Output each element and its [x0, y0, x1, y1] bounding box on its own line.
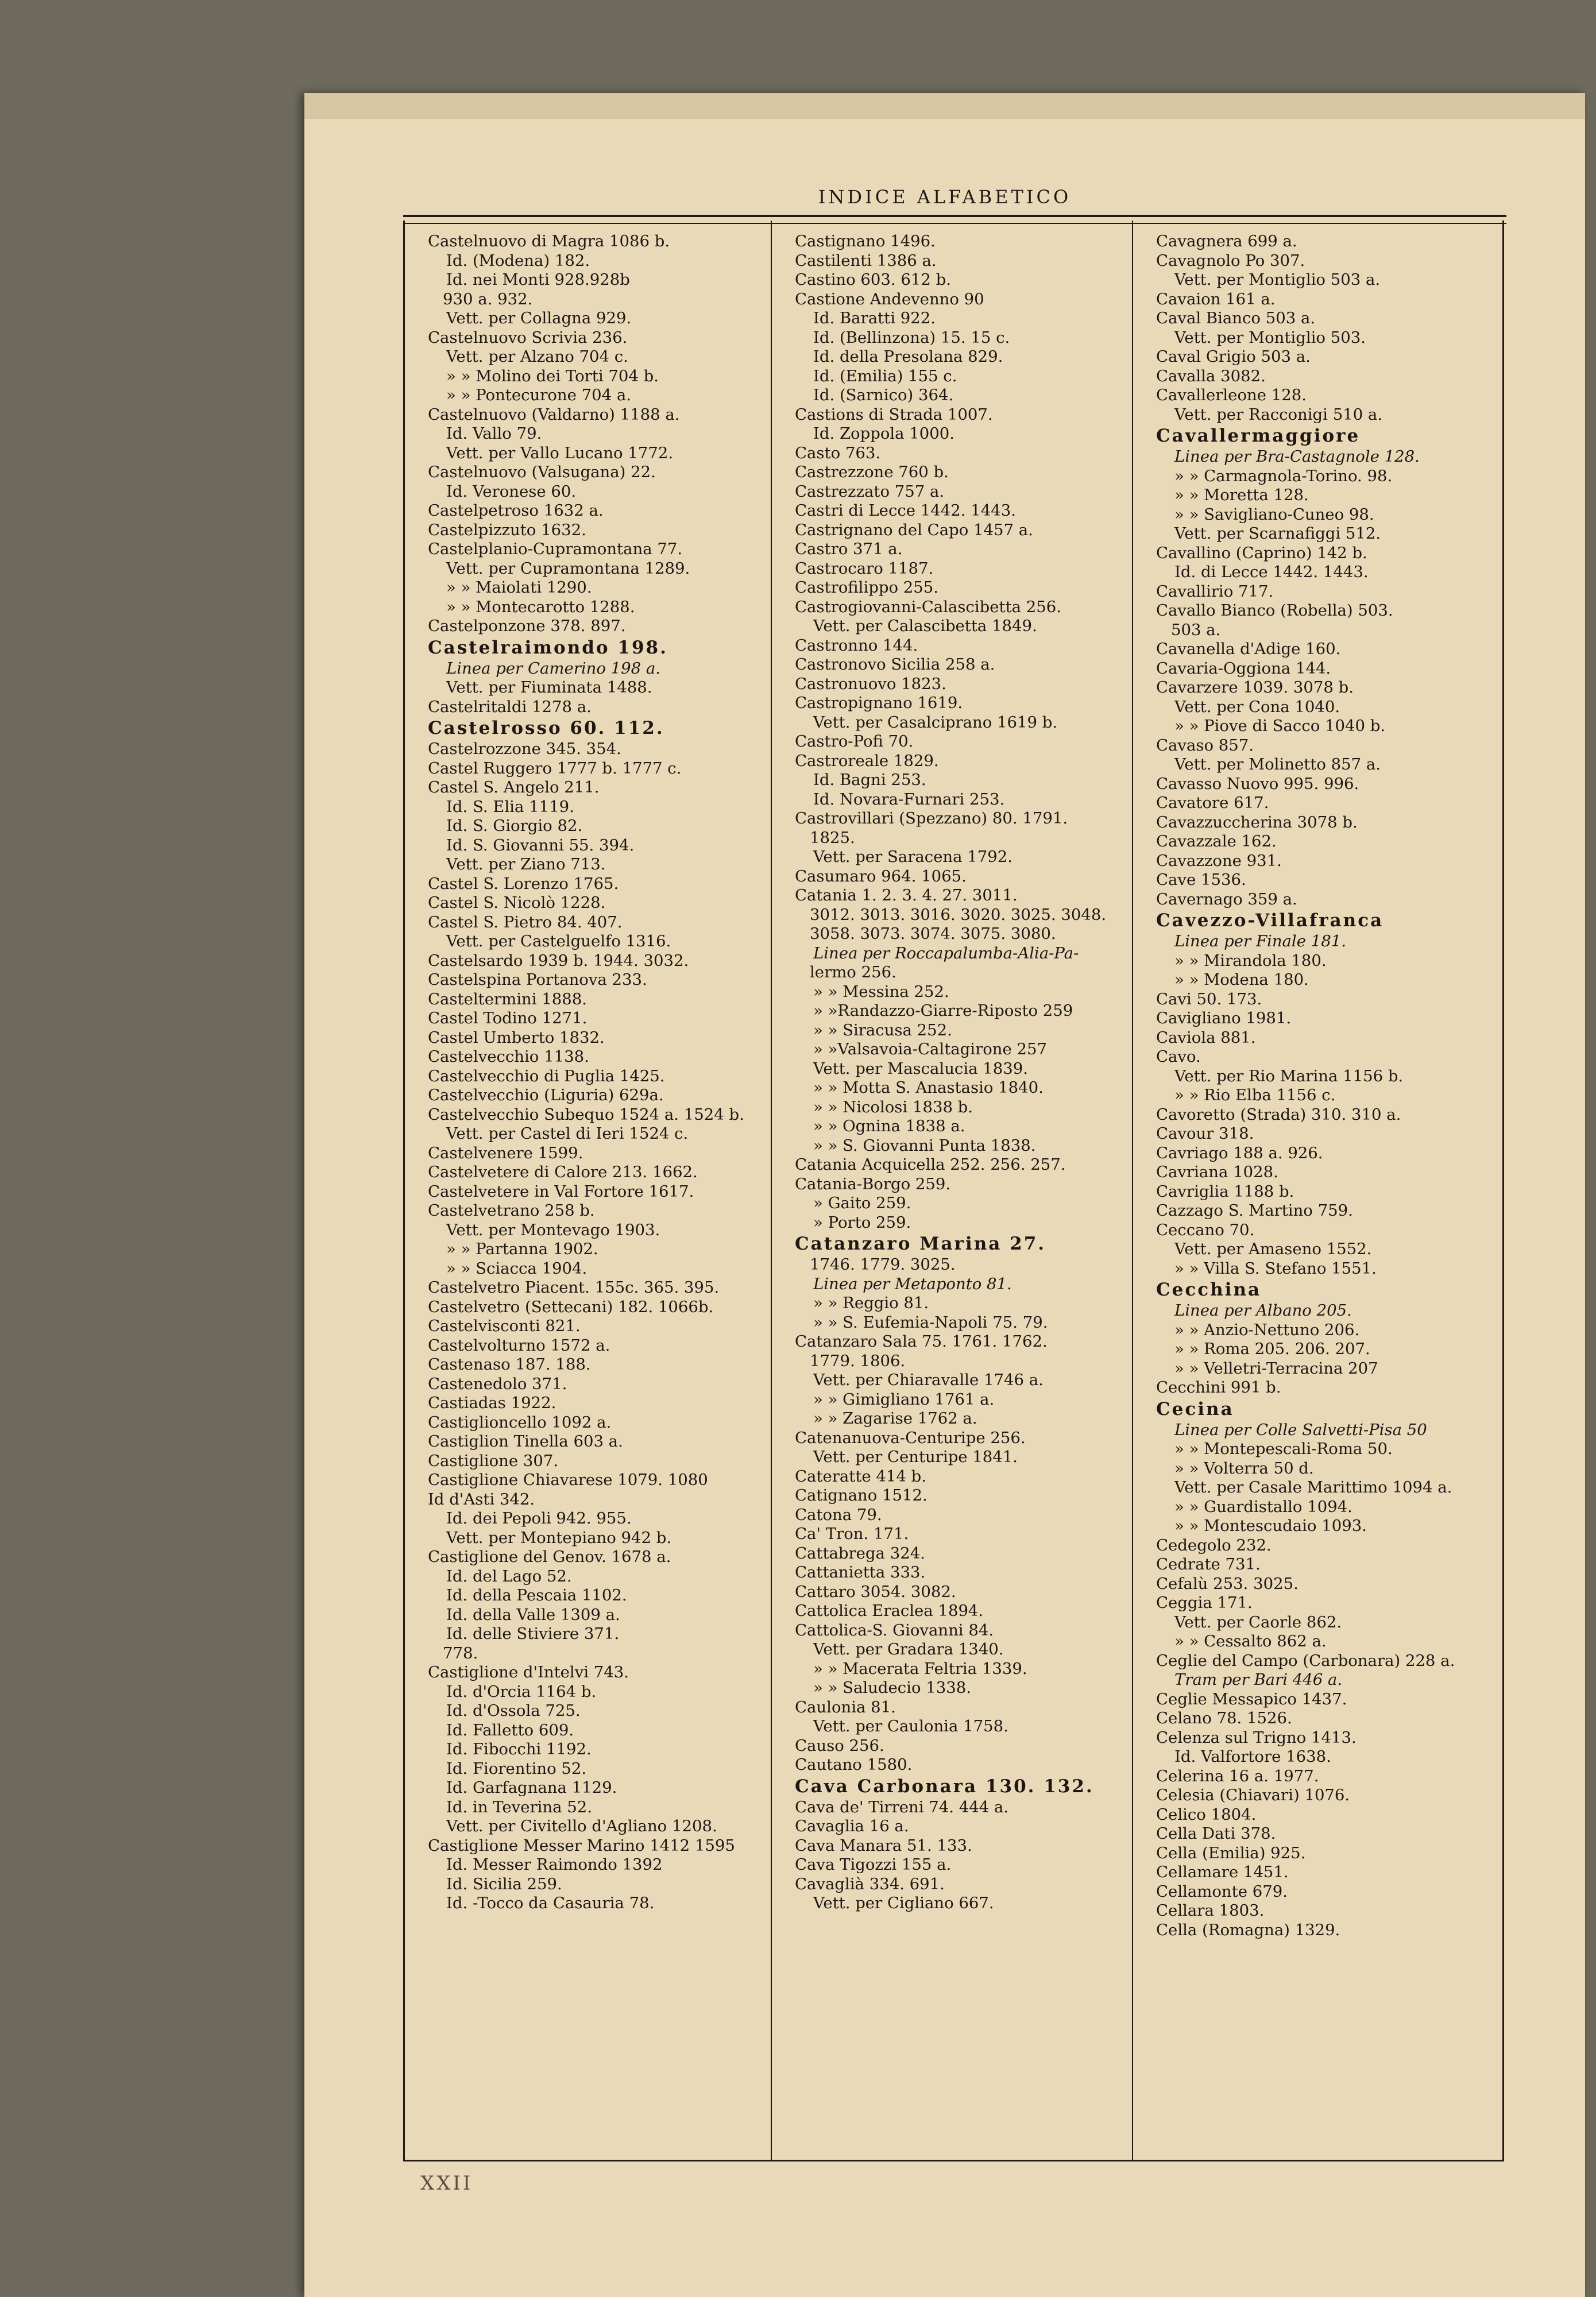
index-entry: Cazzago S. Martino 759.: [1156, 1201, 1353, 1220]
index-entry: Vett. per Ziano 713.: [446, 855, 606, 873]
index-entry: Tram per Bari 446 a.: [1174, 1670, 1343, 1689]
index-entry: Caval Bianco 503 a.: [1156, 309, 1316, 327]
index-entry: Vett. per Cupramontana 1289.: [446, 559, 690, 578]
index-entry: Castelvetere in Val Fortore 1617.: [428, 1182, 694, 1201]
index-entry: Castelvetro Piacent. 155c. 365. 395.: [428, 1278, 720, 1297]
index-entry: Castel Todino 1271.: [428, 1009, 588, 1027]
index-entry: Castelrozzone 345. 354.: [428, 740, 621, 758]
index-entry: Celano 78. 1526.: [1156, 1709, 1292, 1727]
index-entry: Vett. per Montevago 1903.: [446, 1220, 660, 1239]
index-entry: Celesia (Chiavari) 1076.: [1156, 1786, 1350, 1804]
index-entry: Id. Sicilia 259.: [446, 1874, 562, 1893]
index-entry: Castrovillari (Spezzano) 80. 1791.: [795, 809, 1068, 827]
index-entry: Castelpizzuto 1632.: [428, 520, 586, 539]
index-entry: Vett. per Vallo Lucano 1772.: [446, 443, 674, 462]
index-entry: » » Carmagnola-Torino. 98.: [1174, 466, 1393, 485]
index-entry: Castiglione Chiavarese 1079. 1080: [428, 1471, 708, 1489]
index-entry: Cavallo Bianco (Robella) 503.: [1156, 601, 1393, 620]
index-entry: » » Modena 180.: [1174, 970, 1309, 989]
index-entry: Castropignano 1619.: [795, 694, 963, 712]
index-entry: Castelritaldi 1278 a.: [428, 697, 592, 716]
index-entry: » » Siracusa 252.: [813, 1020, 952, 1039]
index-frame: [403, 221, 1504, 2161]
index-entry: » » Sciacca 1904.: [446, 1259, 588, 1278]
index-entry: Castro 371 a.: [795, 540, 903, 558]
index-entry: Id. (Bellinzona) 15. 15 c.: [813, 328, 1010, 347]
index-entry: Id. (Emilia) 155 c.: [813, 366, 957, 385]
index-entry: Catenanuova-Centuripe 256.: [795, 1428, 1026, 1447]
index-entry: » » Guardistallo 1094.: [1174, 1497, 1352, 1516]
index-entry: Id d'Asti 342.: [428, 1490, 535, 1509]
index-entry: Cavaion 161 a.: [1156, 289, 1276, 308]
index-entry: Castel S. Angelo 211.: [428, 778, 600, 796]
index-entry: Cave 1536.: [1156, 871, 1246, 889]
index-entry: Id. in Teverina 52.: [446, 1797, 593, 1816]
index-entry: » » Roma 205. 206. 207.: [1174, 1340, 1370, 1358]
index-entry: Castione Andevenno 90: [795, 289, 984, 308]
index-entry: » » Moretta 128.: [1174, 486, 1309, 504]
index-entry: Castelrosso 60. 112.: [428, 718, 664, 738]
index-entry: » » S. Eufemia-Napoli 75. 79.: [813, 1313, 1048, 1332]
index-entry: Linea per Colle Salvetti-Pisa 50: [1174, 1420, 1427, 1439]
index-entry: Id. delle Stiviere 371.: [446, 1625, 620, 1643]
index-entry: Castelvetro (Settecani) 182. 1066b.: [428, 1297, 714, 1316]
index-entry: Cattabrega 324.: [795, 1544, 925, 1563]
index-entry: Id. della Pescaia 1102.: [446, 1586, 627, 1604]
index-entry: Castelvenere 1599.: [428, 1143, 583, 1162]
index-entry: Cavour 318.: [1156, 1124, 1254, 1143]
index-entry: Catona 79.: [795, 1505, 882, 1524]
index-entry: Castelnuovo (Valdarno) 1188 a.: [428, 405, 680, 424]
index-entry: Casteltermini 1888.: [428, 989, 587, 1008]
index-entry: Castenedolo 371.: [428, 1374, 567, 1393]
index-entry: Cavarzere 1039. 3078 b.: [1156, 678, 1354, 697]
index-entry: Castelplanio-Cupramontana 77.: [428, 540, 683, 558]
index-entry: Cavi 50. 173.: [1156, 989, 1262, 1008]
index-entry: Castrezzone 760 b.: [795, 463, 949, 481]
index-entry: lermo 256.: [810, 963, 896, 981]
index-entry: Cavazzuccherina 3078 b.: [1156, 813, 1358, 832]
index-entry: Id. Falletto 609.: [446, 1720, 574, 1739]
index-entry: 3058. 3073. 3074. 3075. 3080.: [810, 925, 1056, 943]
index-entry: Castelpetroso 1632 a.: [428, 501, 604, 520]
index-entry: Id. Garfagnana 1129.: [446, 1778, 617, 1797]
index-entry: » Gaito 259.: [813, 1194, 911, 1212]
index-entry: Linea per Camerino 198 a.: [446, 659, 661, 678]
index-entry: » » Zagarise 1762 a.: [813, 1409, 977, 1428]
index-entry: Id. Novara-Furnari 253.: [813, 790, 1005, 809]
index-entry: Castronuovo 1823.: [795, 674, 946, 693]
index-entry: Cavaglià 334. 691.: [795, 1874, 945, 1893]
index-entry: » » Pontecurone 704 a.: [446, 386, 632, 404]
index-entry: Vett. per Cigliano 667.: [813, 1894, 994, 1912]
index-entry: 1746. 1779. 3025.: [810, 1255, 956, 1274]
page-top-edge: [304, 93, 1585, 119]
index-entry: Cattolica Eraclea 1894.: [795, 1602, 984, 1620]
index-entry: 503 a.: [1171, 620, 1221, 639]
index-entry: Castrignano del Capo 1457 a.: [795, 520, 1033, 539]
index-entry: Catignano 1512.: [795, 1486, 928, 1505]
index-entry: » »Randazzo-Giarre-Riposto 259: [813, 1001, 1073, 1020]
index-entry: Cavriana 1028.: [1156, 1163, 1278, 1181]
index-entry: Cautano 1580.: [795, 1755, 913, 1774]
index-column-2: [771, 221, 1132, 2160]
index-entry: Vett. per Saracena 1792.: [813, 848, 1013, 866]
index-entry: Vett. per Rio Marina 1156 b.: [1174, 1066, 1404, 1085]
index-entry: Castri di Lecce 1442. 1443.: [795, 501, 1016, 520]
index-entry: Celenza sul Trigno 1413.: [1156, 1728, 1357, 1747]
index-entry: Cefalù 253. 3025.: [1156, 1574, 1299, 1593]
index-entry: Id. Veronese 60.: [446, 482, 577, 501]
index-entry: » » Molino dei Torti 704 b.: [446, 366, 659, 385]
index-entry: Vett. per Casalciprano 1619 b.: [813, 713, 1058, 732]
index-entry: Cava Tigozzi 155 a.: [795, 1855, 952, 1874]
index-entry: Vett. per Castel di Ieri 1524 c.: [446, 1124, 689, 1143]
index-entry: Cavazzale 162.: [1156, 832, 1277, 850]
index-entry: » » Anzio-Nettuno 206.: [1174, 1320, 1360, 1339]
index-entry: Cavagnera 699 a.: [1156, 232, 1297, 250]
index-entry: Linea per Bra-Castagnole 128.: [1174, 447, 1420, 466]
index-entry: Cella Dati 378.: [1156, 1824, 1276, 1843]
index-entry: Id. della Valle 1309 a.: [446, 1605, 620, 1624]
index-entry: Castiglione d'Intelvi 743.: [428, 1663, 629, 1681]
index-entry: » » Volterra 50 d.: [1174, 1459, 1314, 1478]
index-entry: » » Gimigliano 1761 a.: [813, 1390, 995, 1409]
index-entry: Celerina 16 a. 1977.: [1156, 1766, 1319, 1785]
index-entry: Cavallirio 717.: [1156, 582, 1274, 601]
index-entry: Cavallino (Caprino) 142 b.: [1156, 543, 1367, 562]
index-entry: Castelvisconti 821.: [428, 1317, 581, 1335]
index-entry: Cavazzone 931.: [1156, 851, 1282, 870]
index-entry: Castelvecchio (Liguria) 629a.: [428, 1086, 664, 1104]
index-entry: Vett. per Amaseno 1552.: [1174, 1240, 1372, 1258]
index-column-3: [1132, 221, 1504, 2160]
index-entry: 930 a. 932.: [443, 289, 533, 308]
index-entry: Cavernago 359 a.: [1156, 890, 1297, 908]
index-entry: » » Nicolosi 1838 b.: [813, 1097, 973, 1116]
index-entry: Id. (Modena) 182.: [446, 251, 590, 270]
index-entry: Castiglion Tinella 603 a.: [428, 1432, 623, 1451]
index-entry: Vett. per Racconigi 510 a.: [1174, 405, 1383, 424]
index-entry: Castelvecchio Subequo 1524 a. 1524 b.: [428, 1105, 744, 1124]
index-entry: Castel S. Nicolò 1228.: [428, 894, 606, 912]
index-entry: » » Macerata Feltria 1339.: [813, 1659, 1027, 1678]
index-entry: Cavoretto (Strada) 310. 310 a.: [1156, 1105, 1401, 1124]
index-entry: Castroreale 1829.: [795, 751, 939, 770]
index-entry: 778.: [443, 1644, 478, 1662]
index-entry: Cellamare 1451.: [1156, 1863, 1289, 1881]
index-entry: Cavaso 857.: [1156, 736, 1254, 755]
index-entry: » » Saludecio 1338.: [813, 1679, 971, 1697]
index-entry: Cavaglia 16 a.: [795, 1817, 909, 1835]
index-entry: Catanzaro Sala 75. 1761. 1762.: [795, 1332, 1048, 1351]
index-entry: Vett. per Montiglio 503.: [1174, 328, 1366, 347]
index-entry: Cecina: [1156, 1398, 1234, 1420]
index-entry: Castrocaro 1187.: [795, 559, 934, 578]
index-entry: Cellamonte 679.: [1156, 1882, 1288, 1901]
index-entry: Castel S. Pietro 84. 407.: [428, 912, 623, 931]
index-entry: Linea per Albano 205.: [1174, 1301, 1352, 1320]
index-entry: Cavriago 188 a. 926.: [1156, 1143, 1323, 1162]
index-entry: Ceggia 171.: [1156, 1594, 1253, 1612]
index-entry: Castel Umberto 1832.: [428, 1028, 605, 1047]
index-entry: Castelraimondo 198.: [428, 637, 668, 658]
index-entry: Ceglie del Campo (Carbonara) 228 a.: [1156, 1651, 1455, 1670]
index-entry: Id. nei Monti 928.928b: [446, 270, 630, 289]
index-entry: 3012. 3013. 3016. 3020. 3025. 3048.: [810, 905, 1107, 924]
index-entry: Cateratte 414 b.: [795, 1467, 926, 1486]
index-entry: » » Ognina 1838 a.: [813, 1117, 965, 1135]
index-entry: Castelponzone 378. 897.: [428, 617, 626, 635]
index-entry: Vett. per Scarnafiggi 512.: [1174, 524, 1381, 543]
index-entry: Castelnuovo Scrivia 236.: [428, 328, 628, 347]
index-entry: Cavalla 3082.: [1156, 366, 1266, 385]
index-entry: Catania-Borgo 259.: [795, 1174, 951, 1193]
index-entry: Vett. per Cona 1040.: [1174, 697, 1340, 716]
index-entry: Vett. per Centuripe 1841.: [813, 1448, 1018, 1466]
index-entry: » » Villa S. Stefano 1551.: [1174, 1259, 1377, 1278]
index-entry: » » Montecarotto 1288.: [446, 597, 635, 616]
scanned-page: [304, 93, 1585, 2297]
index-entry: Castrezzato 757 a.: [795, 482, 945, 501]
index-entry: Cattolica-S. Giovanni 84.: [795, 1621, 994, 1639]
index-entry: Ceccano 70.: [1156, 1220, 1255, 1239]
index-entry: Id. della Presolana 829.: [813, 347, 1003, 366]
index-entry: Id. d'Ossola 725.: [446, 1702, 581, 1720]
index-entry: Cavaria-Oggiona 144.: [1156, 659, 1331, 678]
index-entry: Id. Baratti 922.: [813, 309, 936, 327]
index-entry: Vett. per Molinetto 857 a.: [1174, 755, 1381, 774]
index-entry: Cella (Emilia) 925.: [1156, 1843, 1306, 1862]
index-entry: Castiadas 1922.: [428, 1394, 557, 1412]
index-entry: Id. S. Giorgio 82.: [446, 817, 583, 835]
index-entry: 1825.: [810, 828, 855, 847]
index-entry: Cavagnolo Po 307.: [1156, 251, 1305, 270]
index-entry: Castel S. Lorenzo 1765.: [428, 874, 619, 893]
index-entry: Castel Ruggero 1777 b. 1777 c.: [428, 759, 682, 778]
index-entry: » » Rio Elba 1156 c.: [1174, 1086, 1336, 1104]
index-entry: Vett. per Gradara 1340.: [813, 1640, 1004, 1658]
index-entry: Castignano 1496.: [795, 232, 936, 250]
index-entry: Vett. per Castelguelfo 1316.: [446, 932, 671, 950]
index-entry: Castelvecchio di Puglia 1425.: [428, 1066, 665, 1085]
page-number: XXII: [420, 2172, 473, 2195]
index-entry: Id. Bagni 253.: [813, 771, 926, 789]
index-entry: Linea per Finale 181.: [1174, 932, 1346, 950]
index-entry: Id. Messer Raimondo 1392: [446, 1855, 663, 1874]
index-entry: Cavanella d'Adige 160.: [1156, 640, 1341, 658]
index-entry: Castelnuovo (Valsugana) 22.: [428, 463, 656, 481]
index-entry: Causo 256.: [795, 1736, 884, 1755]
index-entry: Cavigliano 1981.: [1156, 1009, 1292, 1027]
index-entry: Castelvecchio 1138.: [428, 1047, 589, 1066]
index-entry: Castino 603. 612 b.: [795, 270, 951, 289]
index-entry: » » Savigliano-Cuneo 98.: [1174, 505, 1374, 524]
index-entry: » » Reggio 81.: [813, 1294, 929, 1312]
index-entry: Id. -Tocco da Casauria 78.: [446, 1894, 655, 1912]
index-entry: Cedegolo 232.: [1156, 1536, 1272, 1554]
index-entry: Cecchina: [1156, 1279, 1262, 1300]
index-entry: Cedrate 731.: [1156, 1555, 1261, 1573]
index-entry: Cattanietta 333.: [795, 1563, 926, 1581]
index-entry: Vett. per Casale Marittimo 1094 a.: [1174, 1478, 1452, 1496]
index-entry: Ca' Tron. 171.: [795, 1525, 909, 1543]
index-entry: Cella (Romagna) 1329.: [1156, 1920, 1340, 1939]
index-entry: Cava Manara 51. 133.: [795, 1836, 972, 1855]
index-entry: Castrofilippo 255.: [795, 578, 938, 597]
index-entry: » Porto 259.: [813, 1213, 911, 1232]
index-entry: Vett. per Caulonia 1758.: [813, 1717, 1008, 1735]
index-entry: Id. S. Elia 1119.: [446, 797, 574, 816]
index-entry: Vett. per Montepiano 942 b.: [446, 1528, 672, 1547]
index-entry: Castelvetere di Calore 213. 1662.: [428, 1163, 698, 1181]
index-entry: Castelvolturno 1572 a.: [428, 1336, 610, 1355]
index-entry: Ceglie Messapico 1437.: [1156, 1689, 1347, 1708]
index-entry: » » Cessalto 862 a.: [1174, 1632, 1327, 1650]
index-entry: Id. S. Giovanni 55. 394.: [446, 836, 635, 854]
index-entry: Id. del Lago 52.: [446, 1567, 572, 1586]
index-entry: Id. d'Orcia 1164 b.: [446, 1682, 597, 1701]
index-entry: Vett. per Collagna 929.: [446, 309, 632, 327]
index-entry: Catania Acquicella 252. 256. 257.: [795, 1155, 1066, 1174]
index-entry: » » Motta S. Anastasio 1840.: [813, 1078, 1044, 1097]
index-entry: Castiglione Messer Marino 1412 1595: [428, 1836, 735, 1855]
index-entry: Celico 1804.: [1156, 1805, 1257, 1824]
index-entry: Cavriglia 1188 b.: [1156, 1182, 1294, 1201]
index-entry: Castrogiovanni-Calascibetta 256.: [795, 597, 1061, 616]
index-entry: Castelnuovo di Magra 1086 b.: [428, 232, 670, 250]
index-entry: Castions di Strada 1007.: [795, 405, 993, 424]
index-entry: Cavasso Nuovo 995. 996.: [1156, 774, 1359, 793]
index-entry: Vett. per Montiglio 503 a.: [1174, 270, 1381, 289]
index-entry: Castenaso 187. 188.: [428, 1355, 591, 1374]
index-entry: Linea per Roccapalumba-Alia-Pa-: [813, 943, 1079, 962]
index-entry: Id. (Sarnico) 364.: [813, 386, 954, 404]
index-entry: Cellara 1803.: [1156, 1901, 1265, 1920]
index-entry: Id. Valfortore 1638.: [1174, 1747, 1331, 1766]
index-entry: » » Velletri-Terracina 207: [1174, 1359, 1378, 1378]
index-entry: Casto 763.: [795, 443, 881, 462]
index-entry: Id. dei Pepoli 942. 955.: [446, 1509, 632, 1528]
page-title: INDICE ALFABETICO: [818, 186, 1072, 208]
index-entry: » » S. Giovanni Punta 1838.: [813, 1136, 1036, 1155]
index-entry: » » Partanna 1902.: [446, 1240, 598, 1258]
index-entry: Castronovo Sicilia 258 a.: [795, 655, 995, 674]
index-entry: Cavo.: [1156, 1047, 1201, 1066]
index-entry: Id. Fiorentino 52.: [446, 1759, 587, 1778]
index-entry: Id. di Lecce 1442. 1443.: [1174, 563, 1369, 581]
index-entry: Vett. per Chiaravalle 1746 a.: [813, 1371, 1044, 1389]
index-entry: Castelspina Portanova 233.: [428, 970, 647, 989]
index-entry: Cavallerleone 128.: [1156, 386, 1307, 404]
index-entry: Caval Grigio 503 a.: [1156, 347, 1311, 366]
index-entry: » » Maiolati 1290.: [446, 578, 592, 597]
index-entry: Catanzaro Marina 27.: [795, 1233, 1046, 1254]
index-entry: Id. Zoppola 1000.: [813, 424, 955, 443]
index-entry: Cavatore 617.: [1156, 794, 1269, 812]
index-entry: Caviola 881.: [1156, 1028, 1256, 1047]
index-entry: Cava de' Tirreni 74. 444 a.: [795, 1797, 1009, 1816]
index-entry: » » Messina 252.: [813, 982, 949, 1001]
index-entry: » » Montepescali-Roma 50.: [1174, 1440, 1393, 1458]
index-entry: Castelvetrano 258 b.: [428, 1201, 595, 1220]
index-entry: Castronno 144.: [795, 636, 918, 655]
index-entry: Cava Carbonara 130. 132.: [795, 1776, 1094, 1797]
index-entry: » » Montescudaio 1093.: [1174, 1517, 1367, 1535]
index-entry: Vett. per Fiuminata 1488.: [446, 678, 652, 697]
index-entry: Castiglione 307.: [428, 1451, 559, 1470]
index-entry: » » Piove di Sacco 1040 b.: [1174, 717, 1386, 735]
index-entry: Casumaro 964. 1065.: [795, 867, 967, 885]
index-entry: Linea per Metaponto 81.: [813, 1274, 1012, 1293]
index-entry: Vett. per Mascalucia 1839.: [813, 1059, 1028, 1078]
index-entry: Caulonia 81.: [795, 1697, 896, 1716]
index-entry: Vett. per Calascibetta 1849.: [813, 617, 1037, 635]
index-entry: Id. Fibocchi 1192.: [446, 1740, 592, 1758]
index-entry: Cavallermaggiore: [1156, 426, 1361, 446]
index-entry: Vett. per Civitello d'Agliano 1208.: [446, 1817, 717, 1835]
index-entry: Vett. per Caorle 862.: [1174, 1612, 1342, 1631]
index-entry: Catania 1. 2. 3. 4. 27. 3011.: [795, 886, 1018, 904]
index-entry: Cavezzo-Villafranca: [1156, 910, 1384, 931]
index-entry: Id. Vallo 79.: [446, 424, 542, 443]
index-column-1: [405, 221, 769, 2160]
index-entry: » »Valsavoia-Caltagirone 257: [813, 1040, 1047, 1058]
index-entry: Cecchini 991 b.: [1156, 1378, 1281, 1397]
index-entry: Castiglioncello 1092 a.: [428, 1413, 612, 1432]
index-entry: 1779. 1806.: [810, 1351, 906, 1370]
index-entry: Castiglione del Genov. 1678 a.: [428, 1548, 671, 1566]
index-entry: Castro-Pofi 70.: [795, 732, 914, 751]
index-entry: Cattaro 3054. 3082.: [795, 1582, 956, 1601]
index-entry: Castelsardo 1939 b. 1944. 3032.: [428, 951, 689, 970]
index-entry: Vett. per Alzano 704 c.: [446, 347, 628, 366]
index-entry: » » Mirandola 180.: [1174, 951, 1327, 970]
index-entry: Castilenti 1386 a.: [795, 251, 937, 270]
